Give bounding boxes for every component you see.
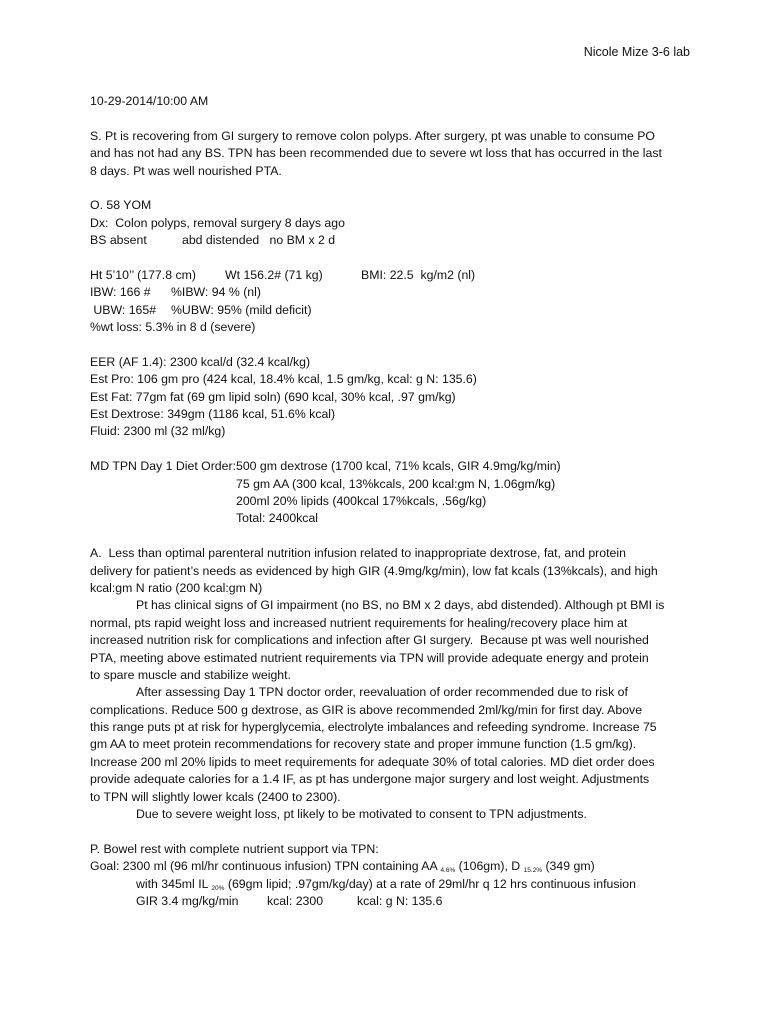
diet-order-item: 75 gm AA (300 kcal, 13%kcals, 200 kcal:gm N, 1.06gm/kg)	[236, 476, 556, 491]
assessment-line: to TPN will slightly lower kcals (2400 to 2300).	[90, 789, 341, 804]
ubw-value: UBW: 165#	[90, 302, 157, 317]
assessment-section	[90, 545, 690, 823]
objective-line: O. 58 YOM	[90, 198, 152, 213]
assessment-line: provide adequate calories for a 1.4 IF, as pt has undergone major surgery and lost weight. Adjustments	[90, 772, 650, 787]
anthro-line	[90, 267, 690, 284]
plan-lipid-line	[90, 876, 690, 893]
assessment-line: this range puts pt at risk for hyperglycemia, electrolyte imbalances and refeeding syndrome. Increase 75	[90, 720, 657, 735]
lipid-percent: 20%	[211, 884, 225, 892]
ubw-line	[90, 302, 690, 319]
estimate-line: Est Pro: 106 gm pro (424 kcal, 18.4% kcal, 1.5 gm/kg, kcal: g N: 135.6)	[90, 372, 477, 387]
diet-order-section	[90, 458, 690, 528]
plan-goal-text: (349 gm)	[542, 859, 595, 874]
pct-ubw-value: %UBW: 95% (mild deficit)	[171, 302, 312, 317]
gir-value: GIR 3.4 mg/kg/min	[136, 893, 239, 908]
estimate-line: Est Fat: 77gm fat (69 gm lipid soln) (690 kcal, 30% kcal, .97 gm/kg)	[90, 389, 456, 404]
abd-distended: abd distended no BM x 2 d	[182, 233, 336, 248]
pct-ibw-value: %IBW: 94 % (nl)	[171, 285, 261, 300]
note-body	[90, 93, 690, 910]
assessment-line: After assessing Day 1 TPN doctor order, reevaluation of order recommended due to risk of	[136, 685, 628, 700]
objective-line	[90, 232, 690, 249]
objective-section	[90, 197, 690, 336]
assessment-line: A. Less than optimal parenteral nutrition infusion related to inappropriate dextrose, fat, and protein	[90, 546, 626, 561]
assessment-line: Due to severe weight loss, pt likely to be motivated to consent to TPN adjustments.	[136, 807, 587, 822]
height-value: Ht 5’10’’ (177.8 cm)	[90, 267, 196, 282]
assessment-line: Increase 200 ml 20% lipids to meet requirements for adequate 30% of total calories. MD diet order does	[90, 754, 655, 769]
diet-order-line	[90, 458, 690, 475]
plan-goal-text: (106gm), D	[455, 859, 521, 874]
assessment-line: complications. Reduce 500 g dextrose, as GIR is above recommended 2ml/kg/min for first day. Above	[90, 702, 643, 717]
assessment-line: delivery for patient’s needs as evidenced by high GIR (4.9mg/kg/min), low fat kcals (13%kcals), and high	[90, 563, 658, 578]
estimate-line: EER (AF 1.4): 2300 kcal/d (32.4 kcal/kg)	[90, 354, 311, 369]
plan-goal-line	[90, 858, 690, 875]
assessment-line: gm AA to meet protein recommendations for recovery state and proper immune function (1.5 gm/kg).	[90, 737, 637, 752]
estimate-line: Fluid: 2300 ml (32 ml/kg)	[90, 424, 226, 439]
bs-absent: BS absent	[90, 233, 147, 248]
diet-order-total: Total: 2400kcal	[236, 511, 319, 526]
plan-goal-text: Goal: 2300 ml (96 ml/hr continuous infusion) TPN containing AA	[90, 859, 438, 874]
plan-lipid-text: with 345ml IL	[136, 876, 208, 891]
kcal-value: kcal: 2300	[267, 893, 324, 908]
subjective-section	[90, 128, 690, 180]
author-header: Nicole Mize 3-6 lab	[583, 45, 690, 59]
kcal-n-ratio: kcal: g N: 135.6	[357, 893, 443, 908]
assessment-line: normal, pts rapid weight loss and increased nutrient requirements for healing/recovery place him at	[90, 615, 628, 630]
bmi-value: BMI: 22.5 kg/m2 (nl)	[361, 267, 476, 282]
assessment-line: increased nutrition risk for complications and infection after GI surgery. Because pt was well nourished	[90, 633, 649, 648]
plan-section	[90, 841, 690, 911]
plan-lipid-text: (69gm lipid; .97gm/kg/day) at a rate of 29ml/hr q 12 hrs continuous infusion	[224, 876, 636, 891]
subjective-line: 8 days. Pt was well nourished PTA.	[90, 163, 282, 178]
assessment-line: kcal:gm N ratio (200 kcal:gm N)	[90, 580, 263, 595]
plan-summary-line	[90, 893, 690, 910]
diagnosis-line: Dx: Colon polyps, removal surgery 8 days ago	[90, 215, 345, 230]
note-date: 10-29-2014/10:00 AM	[90, 94, 209, 108]
diet-order-item: 200ml 20% lipids (400kcal 17%kcals, .56g/kg)	[236, 493, 487, 508]
estimate-line: Est Dextrose: 349gm (1186 kcal, 51.6% kcal)	[90, 407, 336, 422]
ibw-value: IBW: 166 #	[90, 285, 151, 300]
estimates-section	[90, 354, 690, 441]
aa-percent: 4.6%	[440, 867, 456, 875]
diet-order-item: 500 gm dextrose (1700 kcal, 71% kcals, GIR 4.9mg/kg/min)	[236, 459, 561, 474]
weight-value: Wt 156.2# (71 kg)	[225, 267, 323, 282]
subjective-line: S. Pt is recovering from GI surgery to remove colon polyps. After surgery, pt was unable to consume PO	[90, 128, 655, 143]
diet-order-label: MD TPN Day 1 Diet Order:	[90, 459, 237, 474]
subjective-line: and has not had any BS. TPN has been recommended due to severe wt loss that has occurred in the last	[90, 146, 662, 161]
assessment-line: PTA, meeting above estimated nutrient requirements via TPN will provide adequate energy and protein	[90, 650, 649, 665]
ibw-line	[90, 284, 690, 301]
dextrose-percent: 15.2%	[523, 867, 543, 875]
plan-line: P. Bowel rest with complete nutrient support via TPN:	[90, 841, 379, 856]
assessment-line: Pt has clinical signs of GI impairment (no BS, no BM x 2 days, abd distended). Although pt BMI is	[136, 598, 665, 613]
assessment-line: to spare muscle and stabilize weight.	[90, 667, 291, 682]
wt-loss-line: %wt loss: 5.3% in 8 d (severe)	[90, 320, 256, 335]
